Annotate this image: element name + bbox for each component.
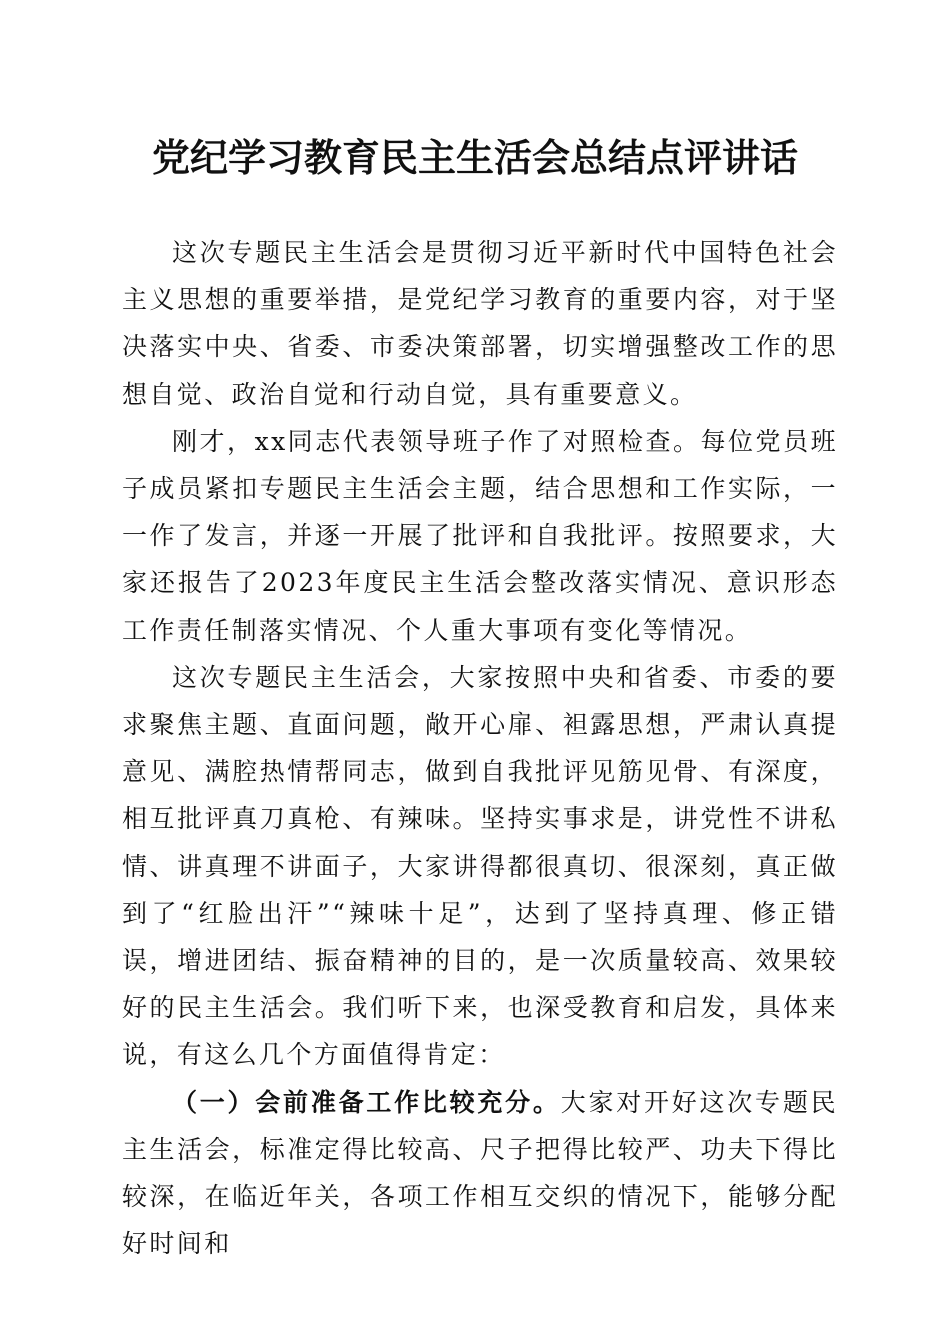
document-body (122, 229, 838, 1267)
paragraph-assessment (122, 654, 838, 1079)
paragraph-text: 这次专题民主生活会，大家按照中央和省委、市委的要求聚焦主题、直面问题，敞开心扉、袒露思想，严肃认真提意见、满腔热情帮同志，做到自我批评见筋见骨、有深度，相互批评真刀真枪、有辣味。坚持实事求是，讲党性不讲私情、讲真理不讲面子，大家讲得都很真切、很深刻，真正做到了“红脸出汗”“辣味十足”，达到了坚持真理、修正错误，增进团结、振奋精神的目的，是一次质量较高、效果较好的民主生活会。我们听下来，也深受教育和启发，具体来说，有这么几个方面值得肯定： (122, 662, 838, 1070)
section-heading: （一）会前准备工作比较充分。 (172, 1087, 561, 1117)
paragraph-text: 这次专题民主生活会是贯彻习近平新时代中国特色社会主义思想的重要举措，是党纪学习教育的重要内容，对于坚决落实中央、省委、市委决策部署，切实增强整改工作的思想自觉、政治自觉和行动自觉，具有重要意义。 (122, 238, 838, 409)
paragraph-text: 大家对开好这次专题民主生活会，标准定得比较高、尺子把得比较严、功夫下得比较深，在临近年关，各项工作相互交织的情况下，能够分配好时间和 (122, 1087, 838, 1259)
paragraph-review (122, 418, 838, 654)
paragraph-intro (122, 229, 838, 418)
paragraph-text: 刚才，xx同志代表领导班子作了对照检查。每位党员班子成员紧扣专题民主生活会主题，结合思想和工作实际，一一作了发言，并逐一开展了批评和自我批评。按照要求，大家还报告了2023年度民主生活会整改落实情况、意识形态工作责任制落实情况、个人重大事项有变化等情况。 (122, 426, 838, 645)
document-title: 党纪学习教育民主生活会总结点评讲话 (151, 135, 798, 180)
paragraph-point-one (122, 1079, 838, 1268)
